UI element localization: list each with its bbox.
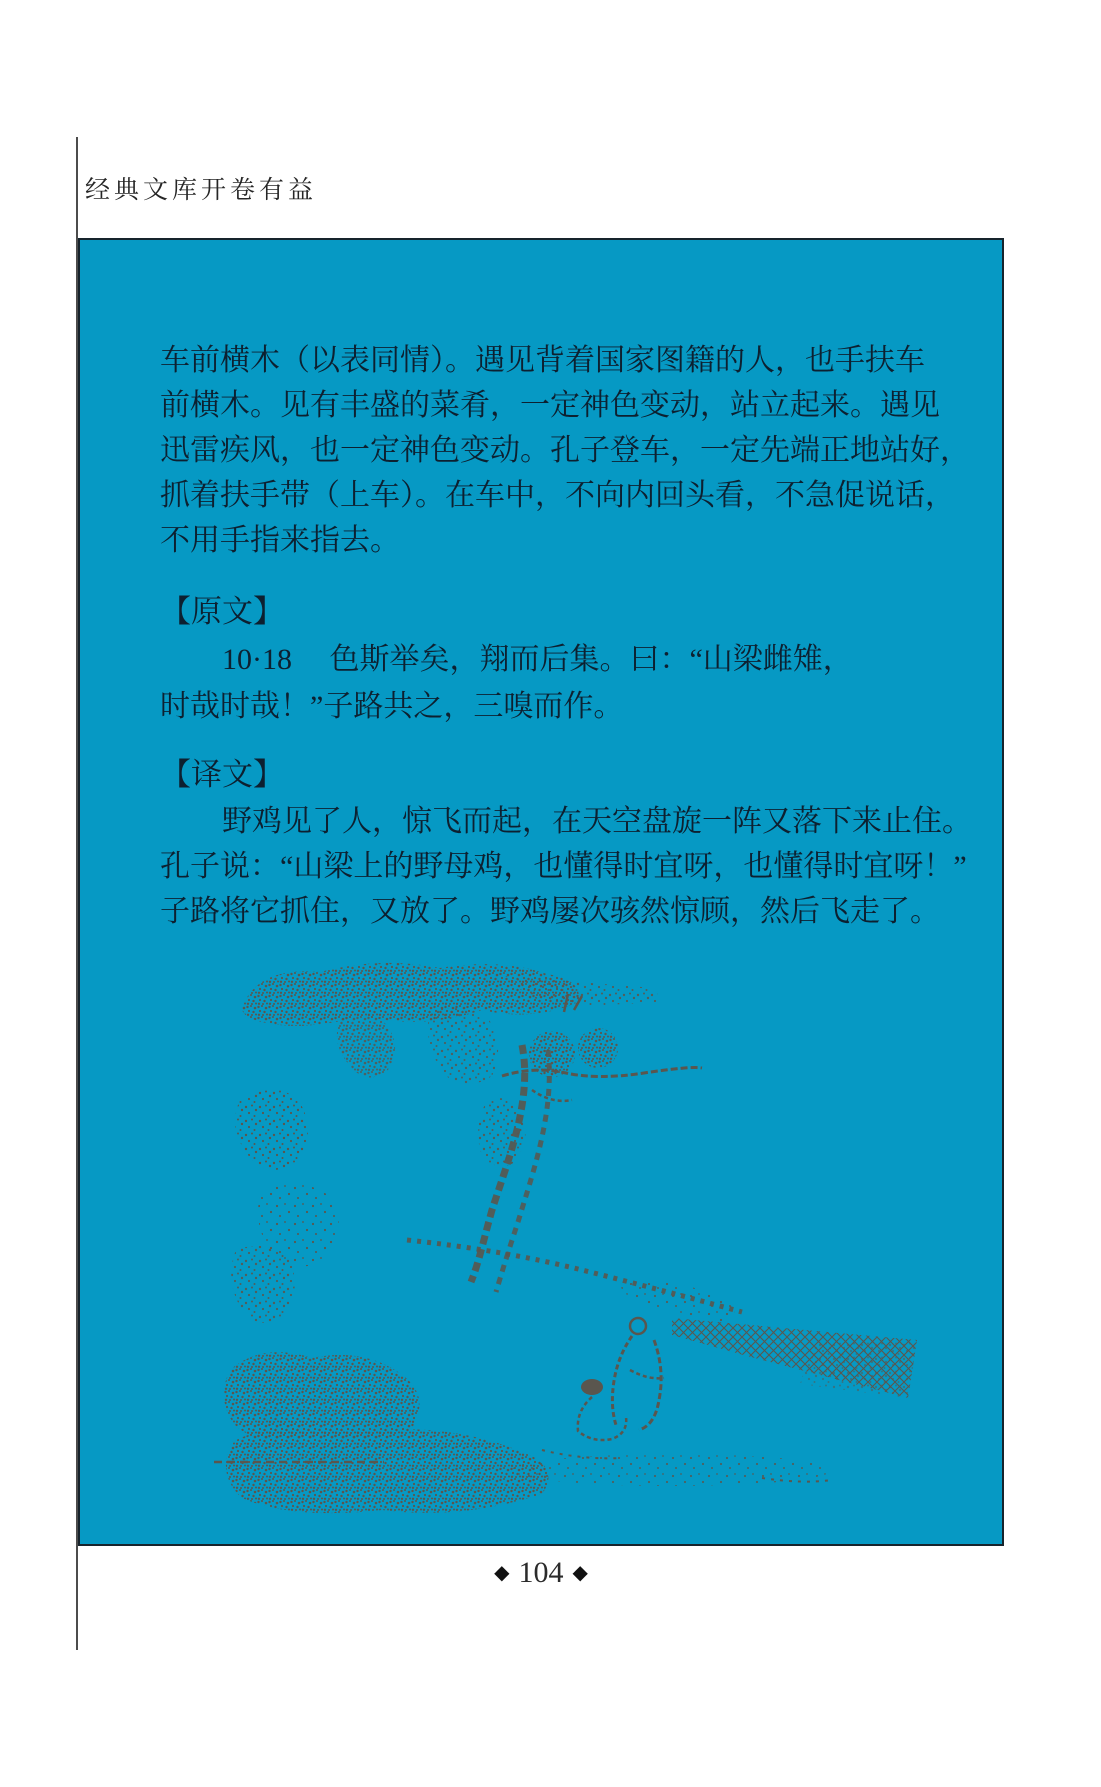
- text-line: 孔子说：“山梁上的野母鸡，也懂得时宜呀，也懂得时宜呀！”: [160, 850, 967, 883]
- page-number: 104: [518, 1556, 564, 1589]
- text-line: 不用手指来指去。: [160, 524, 400, 557]
- page-header-title: 经典文库开卷有益: [85, 177, 318, 204]
- text-line: 迅雷疾风，也一定神色变动。孔子登车，一定先端正地站好，: [160, 434, 970, 467]
- diamond-icon: ◆: [494, 1562, 510, 1584]
- slope-ridge: [407, 1240, 742, 1322]
- woven-mat: [672, 1318, 917, 1398]
- text-line: 车前横木（以表同情）。遇见背着国家图籍的人，也手扶车: [160, 344, 925, 377]
- text-line: 时哉时哉！”子路共之，三嗅而作。: [160, 690, 624, 723]
- tree-trunk: [471, 1045, 549, 1292]
- text-line: 子路将它抓住，又放了。野鸡屡次骇然惊顾，然后飞走了。: [160, 895, 940, 928]
- content-panel: [78, 238, 1004, 1546]
- text-line: 野鸡见了人，惊飞而起，在天空盘旋一阵又落下来止住。: [222, 805, 972, 838]
- text-line: 前横木。见有丰盛的菜肴，一定神色变动，站立起来。遇见: [160, 389, 940, 422]
- text-line: 抓着扶手带（上车）。在车中，不向内回头看，不急促说话，: [160, 479, 955, 512]
- diamond-icon: ◆: [572, 1562, 588, 1584]
- original-section-text: [160, 636, 853, 730]
- ground-speckle: [512, 1450, 832, 1486]
- ink-illustration: [202, 950, 932, 1542]
- original-section-label: 【原文】: [160, 594, 284, 629]
- footer-page-number: [78, 1556, 1004, 1590]
- seated-figure: [578, 1318, 664, 1440]
- text-line: 10·18 色斯举矣，翔而后集。曰：“山梁雌雉，: [222, 643, 853, 676]
- rock-patches: [231, 1089, 339, 1323]
- translation-section-text: [160, 799, 972, 934]
- translation-section-label: 【译文】: [160, 757, 284, 792]
- carryover-paragraph: [160, 338, 970, 563]
- bushes: [214, 1352, 549, 1513]
